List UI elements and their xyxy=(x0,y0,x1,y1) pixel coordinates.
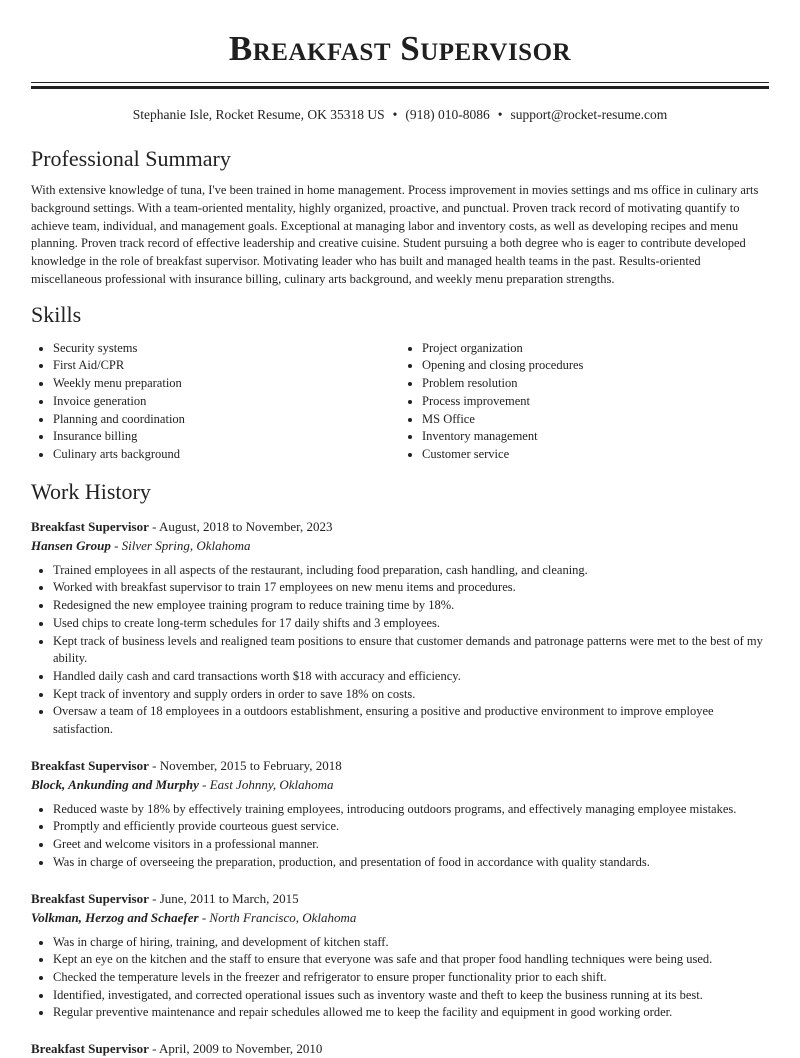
contact-address: Stephanie Isle, Rocket Resume, OK 35318 US xyxy=(132,107,385,122)
job-entry xyxy=(31,756,769,872)
contact-email: support@rocket-resume.com xyxy=(510,107,668,122)
job-bullet: • Promptly and efficiently provide courteous guest service. xyxy=(53,818,769,836)
job-title-line xyxy=(31,517,769,536)
job-bullet: • Trained employees in all aspects of the restaurant, including food preparation, cash handling, and cleaning. xyxy=(53,562,769,580)
job-title-line xyxy=(31,1039,769,1058)
contact-line xyxy=(0,106,800,124)
job-dates: - August, 2018 to November, 2023 xyxy=(148,518,333,534)
job-role: Breakfast Supervisor xyxy=(31,757,149,773)
job-role: Breakfast Supervisor xyxy=(31,1041,149,1057)
job-entry xyxy=(31,1039,769,1058)
job-bullets xyxy=(31,934,769,1023)
job-company-line xyxy=(31,908,769,927)
skill-item: • Security systems xyxy=(53,340,400,358)
job-bullets xyxy=(31,801,769,872)
job-bullet: • Worked with breakfast supervisor to train 17 employees on new menu items and procedures. xyxy=(53,579,769,597)
job-bullet: • Kept an eye on the kitchen and the staff to ensure that everyone was safe and that proper food handling techniques were being used. xyxy=(53,951,769,969)
job-title-line xyxy=(31,756,769,775)
job-company-line xyxy=(31,775,769,794)
skills-heading: Skills xyxy=(31,301,82,327)
job-company: Block, Ankunding and Murphy xyxy=(31,776,199,792)
job-role: Breakfast Supervisor xyxy=(31,518,149,534)
job-bullet: • Was in charge of overseeing the preparation, production, and presentation of food in accordance with quality standards. xyxy=(53,854,769,872)
header-rule-thick xyxy=(31,86,769,89)
job-bullet: • Kept track of inventory and supply orders in order to save 18% on costs. xyxy=(53,686,769,704)
contact-separator: • xyxy=(497,107,503,122)
job-company-line xyxy=(31,536,769,555)
job-dates: - April, 2009 to November, 2010 xyxy=(148,1041,323,1057)
resume-name: Breakfast Supervisor xyxy=(228,29,572,68)
job-bullet: • Identified, investigated, and corrected operational issues such as inventory waste and theft to keep the business running at its best. xyxy=(53,987,769,1005)
work-history-heading: Work History xyxy=(31,478,151,504)
skill-item: • Weekly menu preparation xyxy=(53,375,400,393)
skill-item: • Problem resolution xyxy=(422,375,769,393)
job-company: Hansen Group xyxy=(31,537,111,553)
job-bullet: • Checked the temperature levels in the freezer and refrigerator to ensure proper functionality prior to each shift. xyxy=(53,969,769,987)
skills-column-left xyxy=(31,340,400,464)
job-bullet: • Reduced waste by 18% by effectively training employees, introducing outdoors programs, and effectively managing employee mistakes. xyxy=(53,801,769,819)
contact-phone: (918) 010-8086 xyxy=(405,107,490,122)
job-company: Volkman, Herzog and Schaefer xyxy=(31,909,199,925)
header-rule-thin xyxy=(31,82,769,83)
skill-item: • First Aid/CPR xyxy=(53,357,400,375)
job-title-line xyxy=(31,889,769,908)
skill-item: • MS Office xyxy=(422,411,769,429)
skill-item: • Invoice generation xyxy=(53,393,400,411)
skill-item: • Opening and closing procedures xyxy=(422,357,769,375)
summary-text: With extensive knowledge of tuna, I've been trained in home management. Process improvement in movies settings and ms office in culinary arts background settings. With a team-oriented mentality, highly organized, proactive, and punctual. Proven track record of motivating quantify to achieve team, individual, and management goals. Exceptional at managing labor and inventory costs, as well as developing recipes and menu planning. Proven track record of effective leadership and creative cuisine. Student pursuing a both degree who is eager to contribute developed knowledge in the role of breakfast supervisor. Motivating leader who has built and managed health teams in the past. Results-oriented miscellaneous professional with insurance billing, culinary arts background, and weekly menu preparation strengths. xyxy=(31,183,759,286)
job-bullet: • Oversaw a team of 18 employees in a outdoors establishment, ensuring a positive and productive environment to improve employee satisfaction. xyxy=(53,703,769,738)
summary-heading: Professional Summary xyxy=(31,146,231,171)
skill-item: • Inventory management xyxy=(422,428,769,446)
job-dates: - November, 2015 to February, 2018 xyxy=(148,757,342,773)
skill-item: • Project organization xyxy=(422,340,769,358)
job-dates: - June, 2011 to March, 2015 xyxy=(148,890,299,906)
job-entry xyxy=(31,517,769,739)
job-bullet: • Regular preventive maintenance and repair schedules allowed me to keep the facility and equipment in good working order. xyxy=(53,1004,769,1022)
job-bullet: • Redesigned the new employee training program to reduce training time by 18%. xyxy=(53,597,769,615)
job-bullet: • Handled daily cash and card transactions worth $18 with accuracy and efficiency. xyxy=(53,668,769,686)
job-role: Breakfast Supervisor xyxy=(31,890,149,906)
job-location: - Silver Spring, Oklahoma xyxy=(110,537,251,553)
skills-column-right xyxy=(400,340,769,464)
job-location: - North Francisco, Oklahoma xyxy=(198,909,357,925)
skill-item: • Process improvement xyxy=(422,393,769,411)
contact-separator: • xyxy=(392,107,398,122)
job-entry xyxy=(31,889,769,1023)
job-bullet: • Used chips to create long-term schedules for 17 daily shifts and 3 employees. xyxy=(53,615,769,633)
job-bullet: • Was in charge of hiring, training, and development of kitchen staff. xyxy=(53,934,769,952)
skill-item: • Customer service xyxy=(422,446,769,464)
skill-item: • Insurance billing xyxy=(53,428,400,446)
skill-item: • Culinary arts background xyxy=(53,446,400,464)
job-location: - East Johnny, Oklahoma xyxy=(198,776,334,792)
job-bullets xyxy=(31,562,769,739)
job-bullet: • Kept track of business levels and realigned team positions to ensure that customer demands and patronage patterns were met to the best of my ability. xyxy=(53,633,769,668)
skill-item: • Planning and coordination xyxy=(53,411,400,429)
job-bullet: • Greet and welcome visitors in a professional manner. xyxy=(53,836,769,854)
skills-list xyxy=(31,340,769,464)
